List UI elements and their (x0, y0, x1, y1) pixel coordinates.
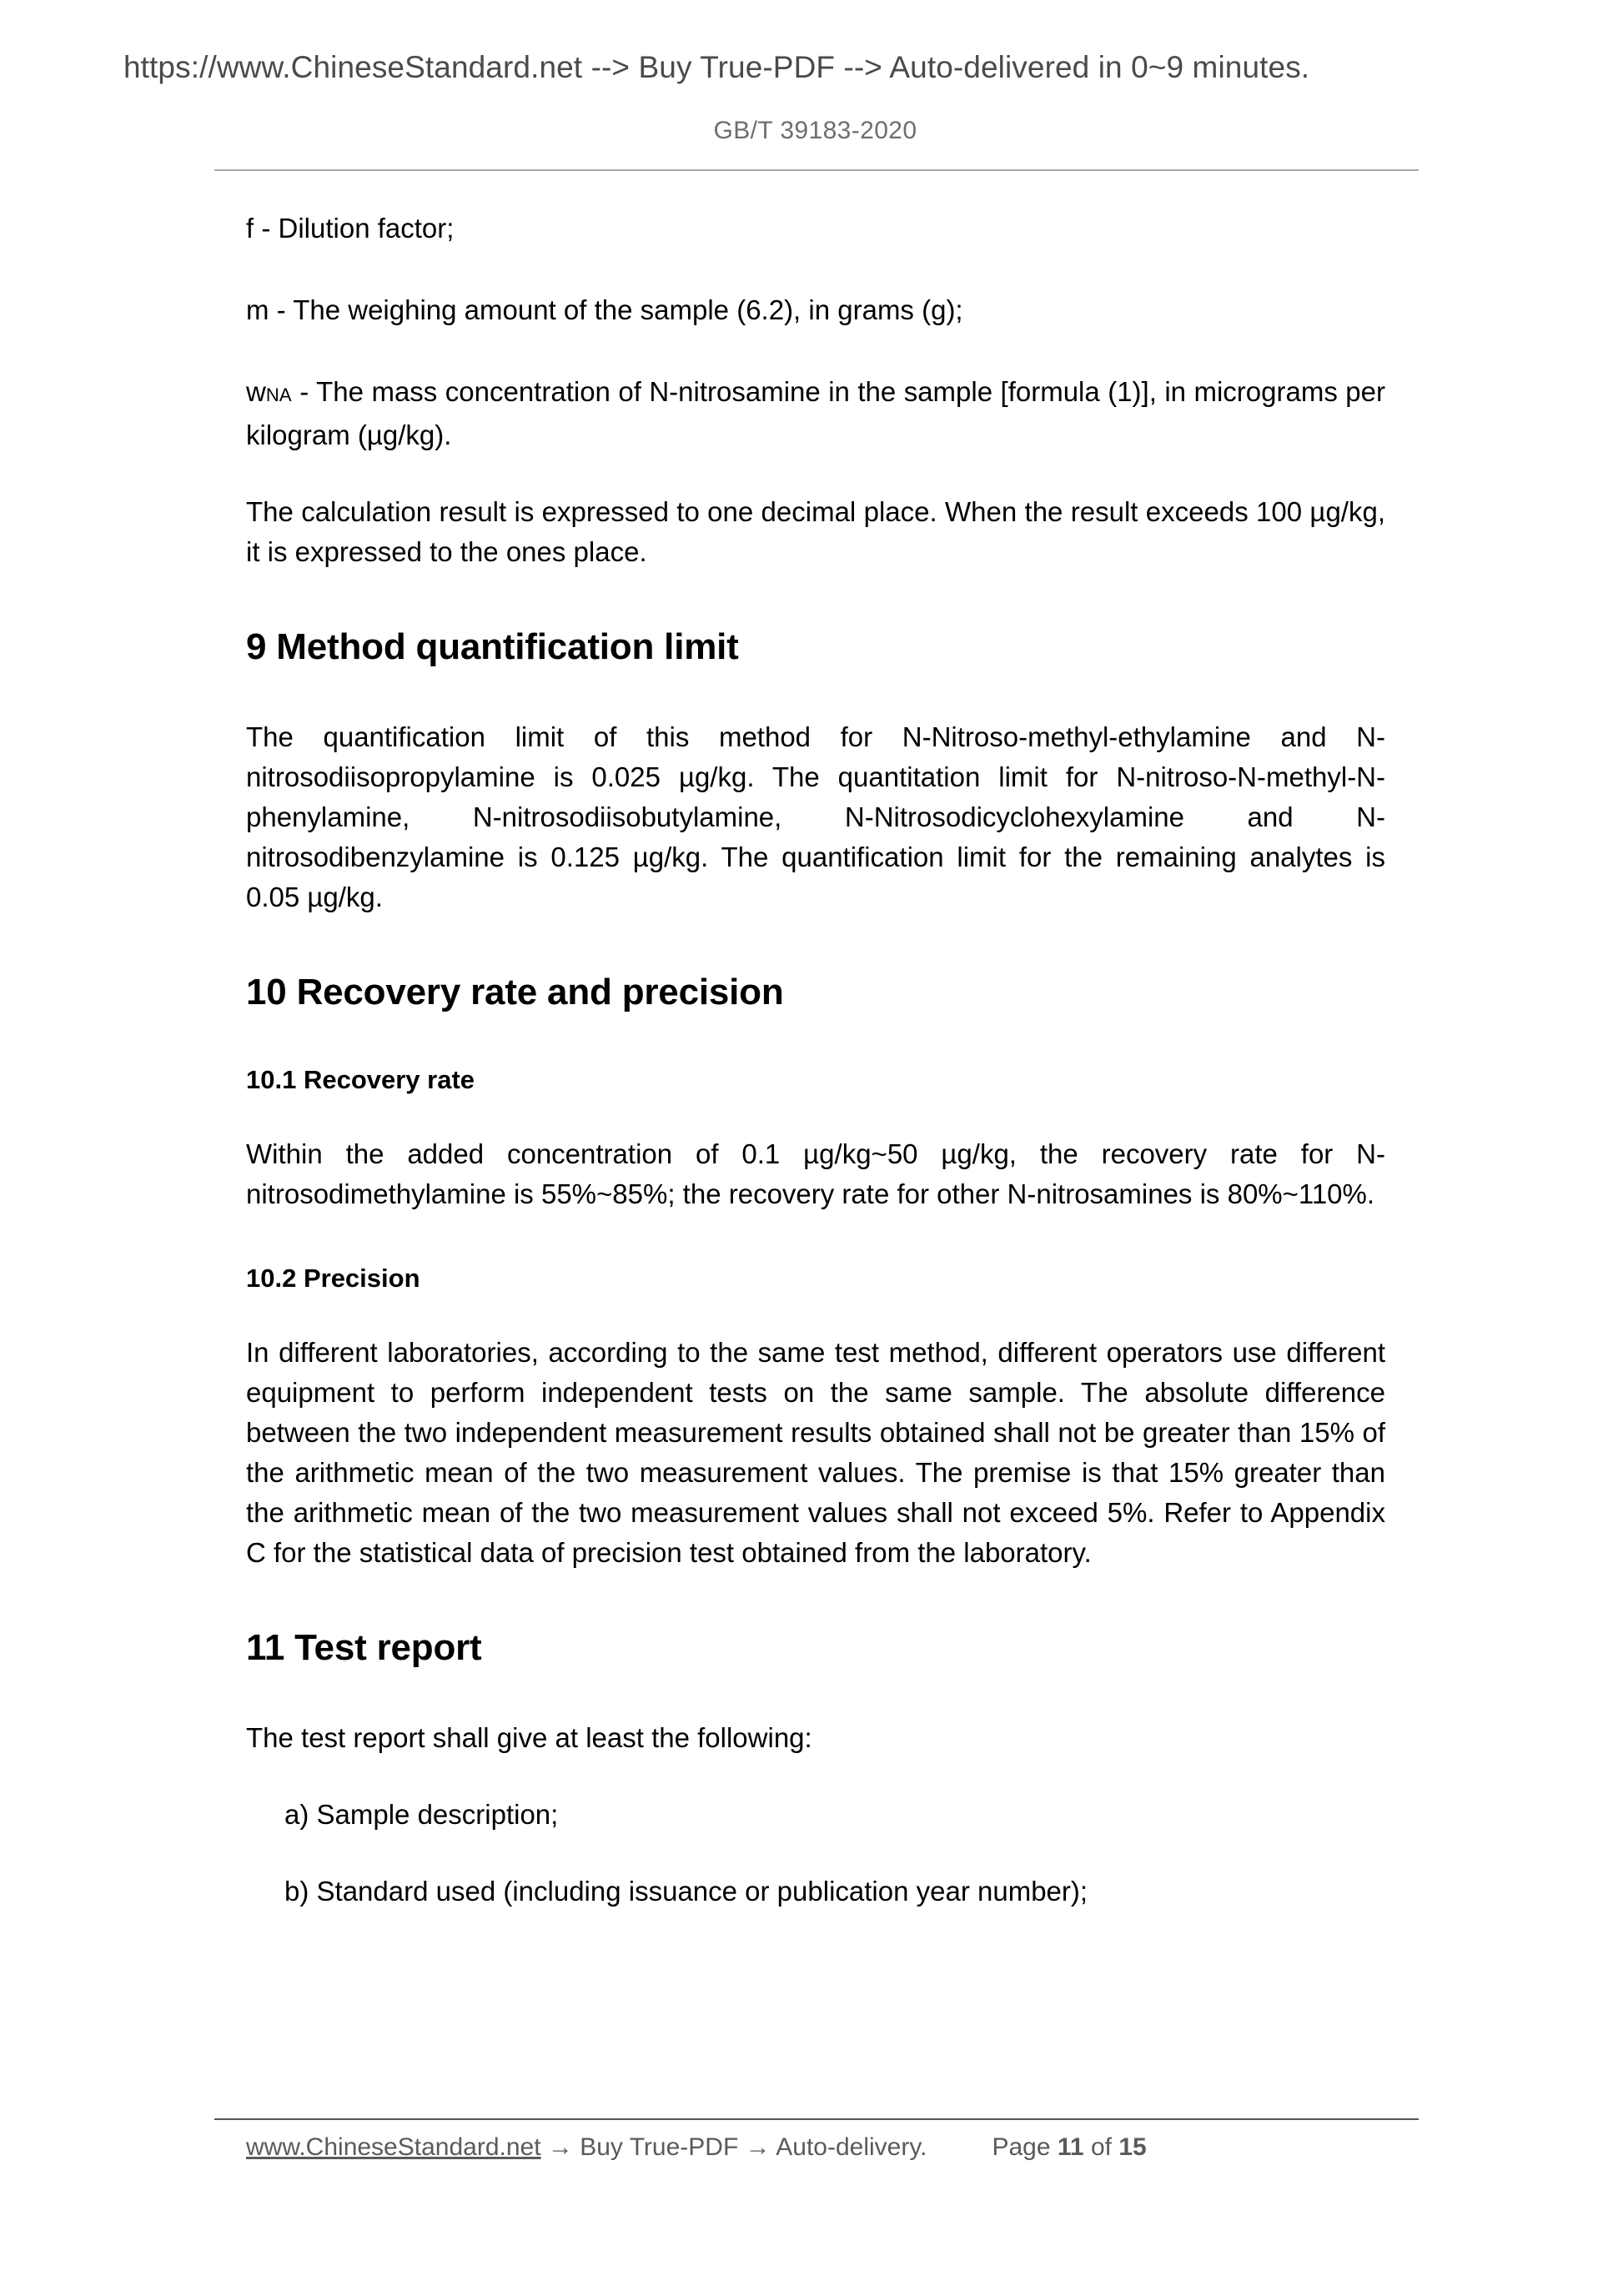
section-heading-10: 10 Recovery rate and precision (246, 972, 784, 1012)
footer-promo (246, 2133, 927, 2162)
definition-w-text: - The mass concentration of N-nitrosamine in the sample [formula (1)], in micrograms per kilogram (µg/kg). (246, 376, 1385, 450)
spacer (246, 1016, 1385, 1063)
header-divider (214, 169, 1419, 171)
section-heading-11: 11 Test report (246, 1627, 482, 1668)
promo-banner: https://www.ChineseStandard.net --> Buy True-PDF --> Auto-delivered in 0~9 minutes. (123, 50, 1310, 84)
running-head-standard-code: GB/T 39183-2020 (713, 117, 917, 144)
document-content (246, 208, 1385, 1912)
list-item: b) Standard used (including issuance or publication year number); (284, 1876, 1088, 1907)
page-indicator (992, 2133, 1146, 2162)
section-11-intro: The test report shall give at least the following: (246, 1722, 812, 1753)
footer-site-link[interactable]: www.ChineseStandard.net (246, 2133, 541, 2161)
subsection-10-2-body: In different laboratories, according to the same test method, different operators use different equipment to perform independent tests on the same sample. The absolute difference between the two independent measurement results obtained shall not be greater than 15% of the arithmetic mean of the two measurement values. The premise is that 15% greater than the arithmetic mean of the two measurement values shall not exceed 5%. Refer to Appendix C for the statistical data of precision test obtained from the laboratory. (246, 1337, 1385, 1568)
spacer (246, 572, 1385, 624)
footer-tagline: → Buy True-PDF → Auto-delivery. (540, 2133, 927, 2161)
calculation-result-note: The calculation result is expressed to one decimal place. When the result exceeds 100 µg/kg, it is expressed to the ones place. (246, 496, 1385, 567)
definition-f: f - Dilution factor; (246, 213, 455, 244)
page-footer (246, 2133, 1389, 2162)
variable-w-subscript: NA (265, 384, 292, 405)
page-label: Page (992, 2133, 1051, 2161)
spacer (246, 1671, 1385, 1718)
subsection-heading-10-1: 10.1 Recovery rate (246, 1065, 475, 1094)
section-9-body: The quantification limit of this method for N-Nitroso-methyl-ethylamine and N-nitrosodiisopropylamine is 0.025 µg/kg. The quantitation limit for N-nitroso-N-methyl-N-phenylamine, N-nitrosodiisobutylamine, N-Nitrosodicyclohexylamine and N-nitrosodibenzylamine is 0.125 µg/kg. The quantification limit for the remaining analytes is 0.05 µg/kg. (246, 721, 1385, 912)
spacer (246, 917, 1385, 969)
spacer (246, 455, 1385, 492)
spacer (246, 330, 1385, 372)
definition-m: m - The weighing amount of the sample (6.2), in grams (g); (246, 294, 963, 325)
spacer (246, 1835, 1385, 1871)
list-item: a) Sample description; (284, 1799, 559, 1830)
spacer (246, 1214, 1385, 1261)
spacer (246, 1296, 1385, 1333)
footer-divider (214, 2118, 1419, 2120)
page-number: 11 (1057, 2133, 1084, 2161)
definition-w-na (246, 372, 1385, 455)
subsection-heading-10-2: 10.2 Precision (246, 1264, 420, 1293)
spacer (246, 1758, 1385, 1795)
subsection-10-1-body: Within the added concentration of 0.1 µg/kg~50 µg/kg, the recovery rate for N-nitrosodimethylamine is 55%~85%; the recovery rate for other N-nitrosamines is 80%~110%. (246, 1138, 1385, 1209)
section-heading-9: 9 Method quantification limit (246, 626, 739, 667)
spacer (246, 671, 1385, 717)
spacer (246, 1098, 1385, 1134)
variable-w-symbol: w (246, 376, 266, 407)
spacer (246, 249, 1385, 290)
spacer (246, 1573, 1385, 1625)
page-of-label: of (1090, 2133, 1112, 2161)
page-total: 15 (1118, 2133, 1147, 2161)
